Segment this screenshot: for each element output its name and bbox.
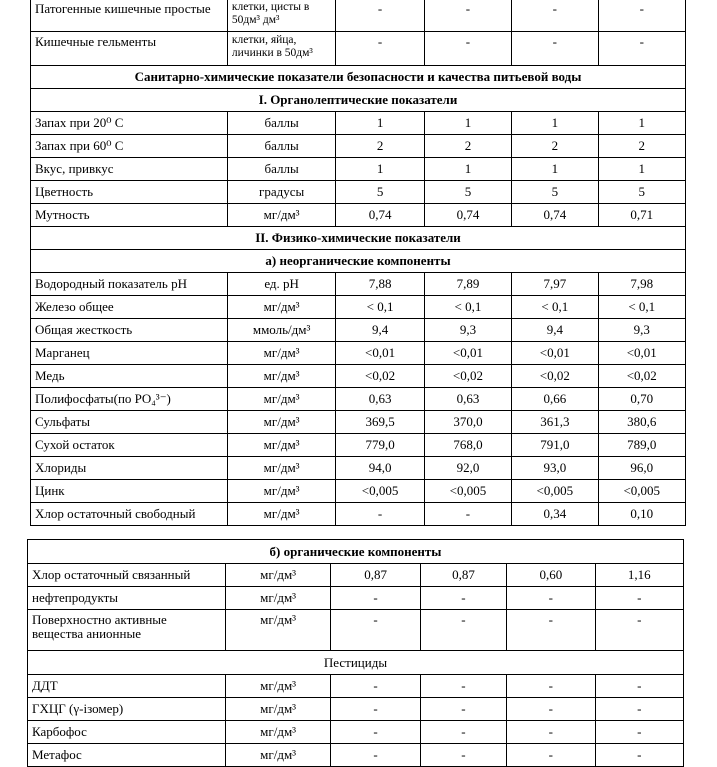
- value-cell: -: [424, 32, 511, 66]
- indicator-name: Сульфаты: [31, 411, 228, 434]
- value-cell: < 0,1: [598, 296, 685, 319]
- unit-cell: мг/дм³: [225, 721, 330, 744]
- indicator-name: Запах при 60⁰ С: [31, 135, 228, 158]
- unit-cell: мг/дм³: [227, 204, 335, 227]
- value-cell: -: [336, 503, 424, 526]
- value-cell: 0,66: [512, 388, 598, 411]
- value-cell: -: [598, 32, 685, 66]
- value-cell: 0,70: [598, 388, 685, 411]
- value-cell: -: [507, 675, 595, 698]
- value-cell: 779,0: [336, 434, 424, 457]
- value-cell: 7,98: [598, 273, 685, 296]
- table-row: [31, 0, 686, 32]
- table-row: [31, 365, 686, 388]
- table-row: [31, 503, 686, 526]
- value-cell: -: [331, 744, 420, 767]
- section-title-organoleptic: I. Органолептические показатели: [31, 89, 686, 112]
- indicator-name: Запах при 20⁰ С: [31, 112, 228, 135]
- value-cell: 768,0: [424, 434, 511, 457]
- water-quality-table-upper: [30, 0, 686, 526]
- value-cell: -: [507, 698, 595, 721]
- indicator-name: Мутность: [31, 204, 228, 227]
- unit-cell: мг/дм³: [225, 587, 330, 610]
- value-cell: 92,0: [424, 457, 511, 480]
- table-row: [28, 698, 684, 721]
- table-row: [31, 158, 686, 181]
- unit-cell: мг/дм³: [225, 744, 330, 767]
- unit-cell: мг/дм³: [225, 675, 330, 698]
- value-cell: -: [595, 721, 683, 744]
- value-cell: 7,89: [424, 273, 511, 296]
- table-row: [28, 721, 684, 744]
- value-cell: <0,02: [512, 365, 598, 388]
- indicator-name: нефтепродукты: [28, 587, 226, 610]
- indicator-name: Медь: [31, 365, 228, 388]
- table-row: [28, 564, 684, 587]
- indicator-name: Общая жесткость: [31, 319, 228, 342]
- table-row: [31, 411, 686, 434]
- value-cell: 5: [598, 181, 685, 204]
- value-cell: -: [331, 721, 420, 744]
- indicator-name: Хлор остаточный связанный: [28, 564, 226, 587]
- section-title-pesticides-row: [28, 651, 684, 675]
- table-row: [31, 32, 686, 66]
- value-cell: 0,74: [336, 204, 424, 227]
- table-row: [31, 388, 686, 411]
- unit-cell: мг/дм³: [227, 365, 335, 388]
- indicator-name: Хлориды: [31, 457, 228, 480]
- value-cell: <0,02: [336, 365, 424, 388]
- value-cell: -: [512, 0, 598, 32]
- indicator-name: Полифосфаты(по PO₄³⁻): [31, 388, 228, 411]
- value-cell: 0,63: [424, 388, 511, 411]
- unit-cell: мг/дм³: [227, 342, 335, 365]
- indicator-name: Поверхностно активные вещества анионные: [28, 610, 226, 651]
- unit-cell: клетки, яйца, личинки в 50дм³: [227, 32, 335, 66]
- value-cell: < 0,1: [424, 296, 511, 319]
- value-cell: 2: [336, 135, 424, 158]
- value-cell: -: [420, 698, 506, 721]
- value-cell: 1: [598, 158, 685, 181]
- indicator-name: Цинк: [31, 480, 228, 503]
- value-cell: 0,71: [598, 204, 685, 227]
- unit-cell: мг/дм³: [225, 698, 330, 721]
- section-title-physchem-row: [31, 227, 686, 250]
- value-cell: 789,0: [598, 434, 685, 457]
- value-cell: 369,5: [336, 411, 424, 434]
- value-cell: -: [507, 587, 595, 610]
- table-row: [31, 204, 686, 227]
- value-cell: 0,60: [507, 564, 595, 587]
- value-cell: -: [420, 587, 506, 610]
- value-cell: 7,97: [512, 273, 598, 296]
- table-row: [31, 112, 686, 135]
- section-title-physchem: II. Физико-химические показатели: [31, 227, 686, 250]
- value-cell: 361,3: [512, 411, 598, 434]
- value-cell: <0,02: [598, 365, 685, 388]
- indicator-name: Вкус, привкус: [31, 158, 228, 181]
- table-row: [28, 587, 684, 610]
- table-row: [28, 610, 684, 651]
- value-cell: <0,005: [598, 480, 685, 503]
- value-cell: <0,01: [336, 342, 424, 365]
- unit-cell: мг/дм³: [227, 411, 335, 434]
- section-title-organic: б) органические компоненты: [28, 540, 684, 564]
- table-row: [28, 675, 684, 698]
- unit-cell: мг/дм³: [227, 480, 335, 503]
- value-cell: <0,005: [424, 480, 511, 503]
- table-row: [31, 434, 686, 457]
- value-cell: 791,0: [512, 434, 598, 457]
- section-title-inorganic: а) неорганические компоненты: [31, 250, 686, 273]
- value-cell: -: [507, 610, 595, 651]
- value-cell: -: [331, 675, 420, 698]
- value-cell: 370,0: [424, 411, 511, 434]
- value-cell: 2: [512, 135, 598, 158]
- indicator-name: Карбофос: [28, 721, 226, 744]
- value-cell: < 0,1: [336, 296, 424, 319]
- value-cell: 9,3: [598, 319, 685, 342]
- table-row: [31, 457, 686, 480]
- indicator-name: ДДТ: [28, 675, 226, 698]
- value-cell: <0,02: [424, 365, 511, 388]
- indicator-name: Сухой остаток: [31, 434, 228, 457]
- indicator-name: Железо общее: [31, 296, 228, 319]
- water-quality-table-lower: [27, 539, 684, 767]
- value-cell: 96,0: [598, 457, 685, 480]
- value-cell: -: [595, 698, 683, 721]
- table-row: [31, 181, 686, 204]
- value-cell: <0,005: [336, 480, 424, 503]
- value-cell: -: [507, 744, 595, 767]
- value-cell: <0,005: [512, 480, 598, 503]
- unit-cell: баллы: [227, 135, 335, 158]
- unit-cell: мг/дм³: [227, 296, 335, 319]
- value-cell: 0,87: [331, 564, 420, 587]
- value-cell: 94,0: [336, 457, 424, 480]
- value-cell: 0,87: [420, 564, 506, 587]
- table-row: [31, 296, 686, 319]
- value-cell: -: [595, 587, 683, 610]
- value-cell: 0,34: [512, 503, 598, 526]
- table-row: [31, 319, 686, 342]
- section-title-sanitary-row: [31, 66, 686, 89]
- indicator-name: Хлор остаточный свободный: [31, 503, 228, 526]
- value-cell: -: [598, 0, 685, 32]
- value-cell: 380,6: [598, 411, 685, 434]
- indicator-name: Метафос: [28, 744, 226, 767]
- unit-cell: мг/дм³: [227, 434, 335, 457]
- value-cell: <0,01: [598, 342, 685, 365]
- value-cell: 2: [598, 135, 685, 158]
- value-cell: -: [420, 610, 506, 651]
- unit-cell: градусы: [227, 181, 335, 204]
- value-cell: 2: [424, 135, 511, 158]
- value-cell: 93,0: [512, 457, 598, 480]
- unit-cell: мг/дм³: [227, 503, 335, 526]
- value-cell: <0,01: [424, 342, 511, 365]
- value-cell: -: [336, 32, 424, 66]
- value-cell: 1: [512, 112, 598, 135]
- unit-cell: баллы: [227, 112, 335, 135]
- value-cell: -: [331, 587, 420, 610]
- value-cell: -: [595, 675, 683, 698]
- value-cell: -: [331, 698, 420, 721]
- value-cell: -: [507, 721, 595, 744]
- section-title-organoleptic-row: [31, 89, 686, 112]
- table-row: [31, 273, 686, 296]
- unit-cell: ед. pH: [227, 273, 335, 296]
- table-row: [31, 480, 686, 503]
- indicator-name: Водородный показатель pH: [31, 273, 228, 296]
- table-row: [31, 135, 686, 158]
- value-cell: -: [595, 744, 683, 767]
- unit-cell: клетки, цисты в 50дм³ дм³: [227, 0, 335, 32]
- value-cell: 1,16: [595, 564, 683, 587]
- value-cell: 1: [512, 158, 598, 181]
- unit-cell: мг/дм³: [227, 388, 335, 411]
- value-cell: 5: [424, 181, 511, 204]
- value-cell: 7,88: [336, 273, 424, 296]
- value-cell: 5: [336, 181, 424, 204]
- value-cell: -: [424, 503, 511, 526]
- indicator-name: ГХЦГ (γ-ізомер): [28, 698, 226, 721]
- section-title-sanitary: Санитарно-химические показатели безопасности и качества питьевой воды: [31, 66, 686, 89]
- unit-cell: мг/дм³: [225, 564, 330, 587]
- value-cell: < 0,1: [512, 296, 598, 319]
- indicator-name: Цветность: [31, 181, 228, 204]
- unit-cell: мг/дм³: [225, 610, 330, 651]
- value-cell: 1: [336, 158, 424, 181]
- indicator-name: Марганец: [31, 342, 228, 365]
- value-cell: -: [512, 32, 598, 66]
- indicator-name: Кишечные гельменты: [31, 32, 228, 66]
- unit-cell: ммоль/дм³: [227, 319, 335, 342]
- value-cell: 1: [598, 112, 685, 135]
- value-cell: 9,3: [424, 319, 511, 342]
- value-cell: -: [424, 0, 511, 32]
- value-cell: 0,10: [598, 503, 685, 526]
- value-cell: -: [420, 744, 506, 767]
- unit-cell: мг/дм³: [227, 457, 335, 480]
- value-cell: 9,4: [336, 319, 424, 342]
- value-cell: 0,74: [424, 204, 511, 227]
- value-cell: 5: [512, 181, 598, 204]
- section-title-pesticides: Пестициды: [28, 651, 684, 675]
- value-cell: 1: [424, 112, 511, 135]
- value-cell: -: [420, 675, 506, 698]
- table-row: [31, 342, 686, 365]
- value-cell: 0,74: [512, 204, 598, 227]
- value-cell: <0,01: [512, 342, 598, 365]
- value-cell: -: [336, 0, 424, 32]
- value-cell: -: [331, 610, 420, 651]
- section-title-inorganic-row: [31, 250, 686, 273]
- section-title-organic-row: [28, 540, 684, 564]
- unit-cell: баллы: [227, 158, 335, 181]
- value-cell: 1: [336, 112, 424, 135]
- value-cell: -: [420, 721, 506, 744]
- value-cell: -: [595, 610, 683, 651]
- value-cell: 0,63: [336, 388, 424, 411]
- value-cell: 1: [424, 158, 511, 181]
- value-cell: 9,4: [512, 319, 598, 342]
- indicator-name: Патогенные кишечные простые: [31, 0, 228, 32]
